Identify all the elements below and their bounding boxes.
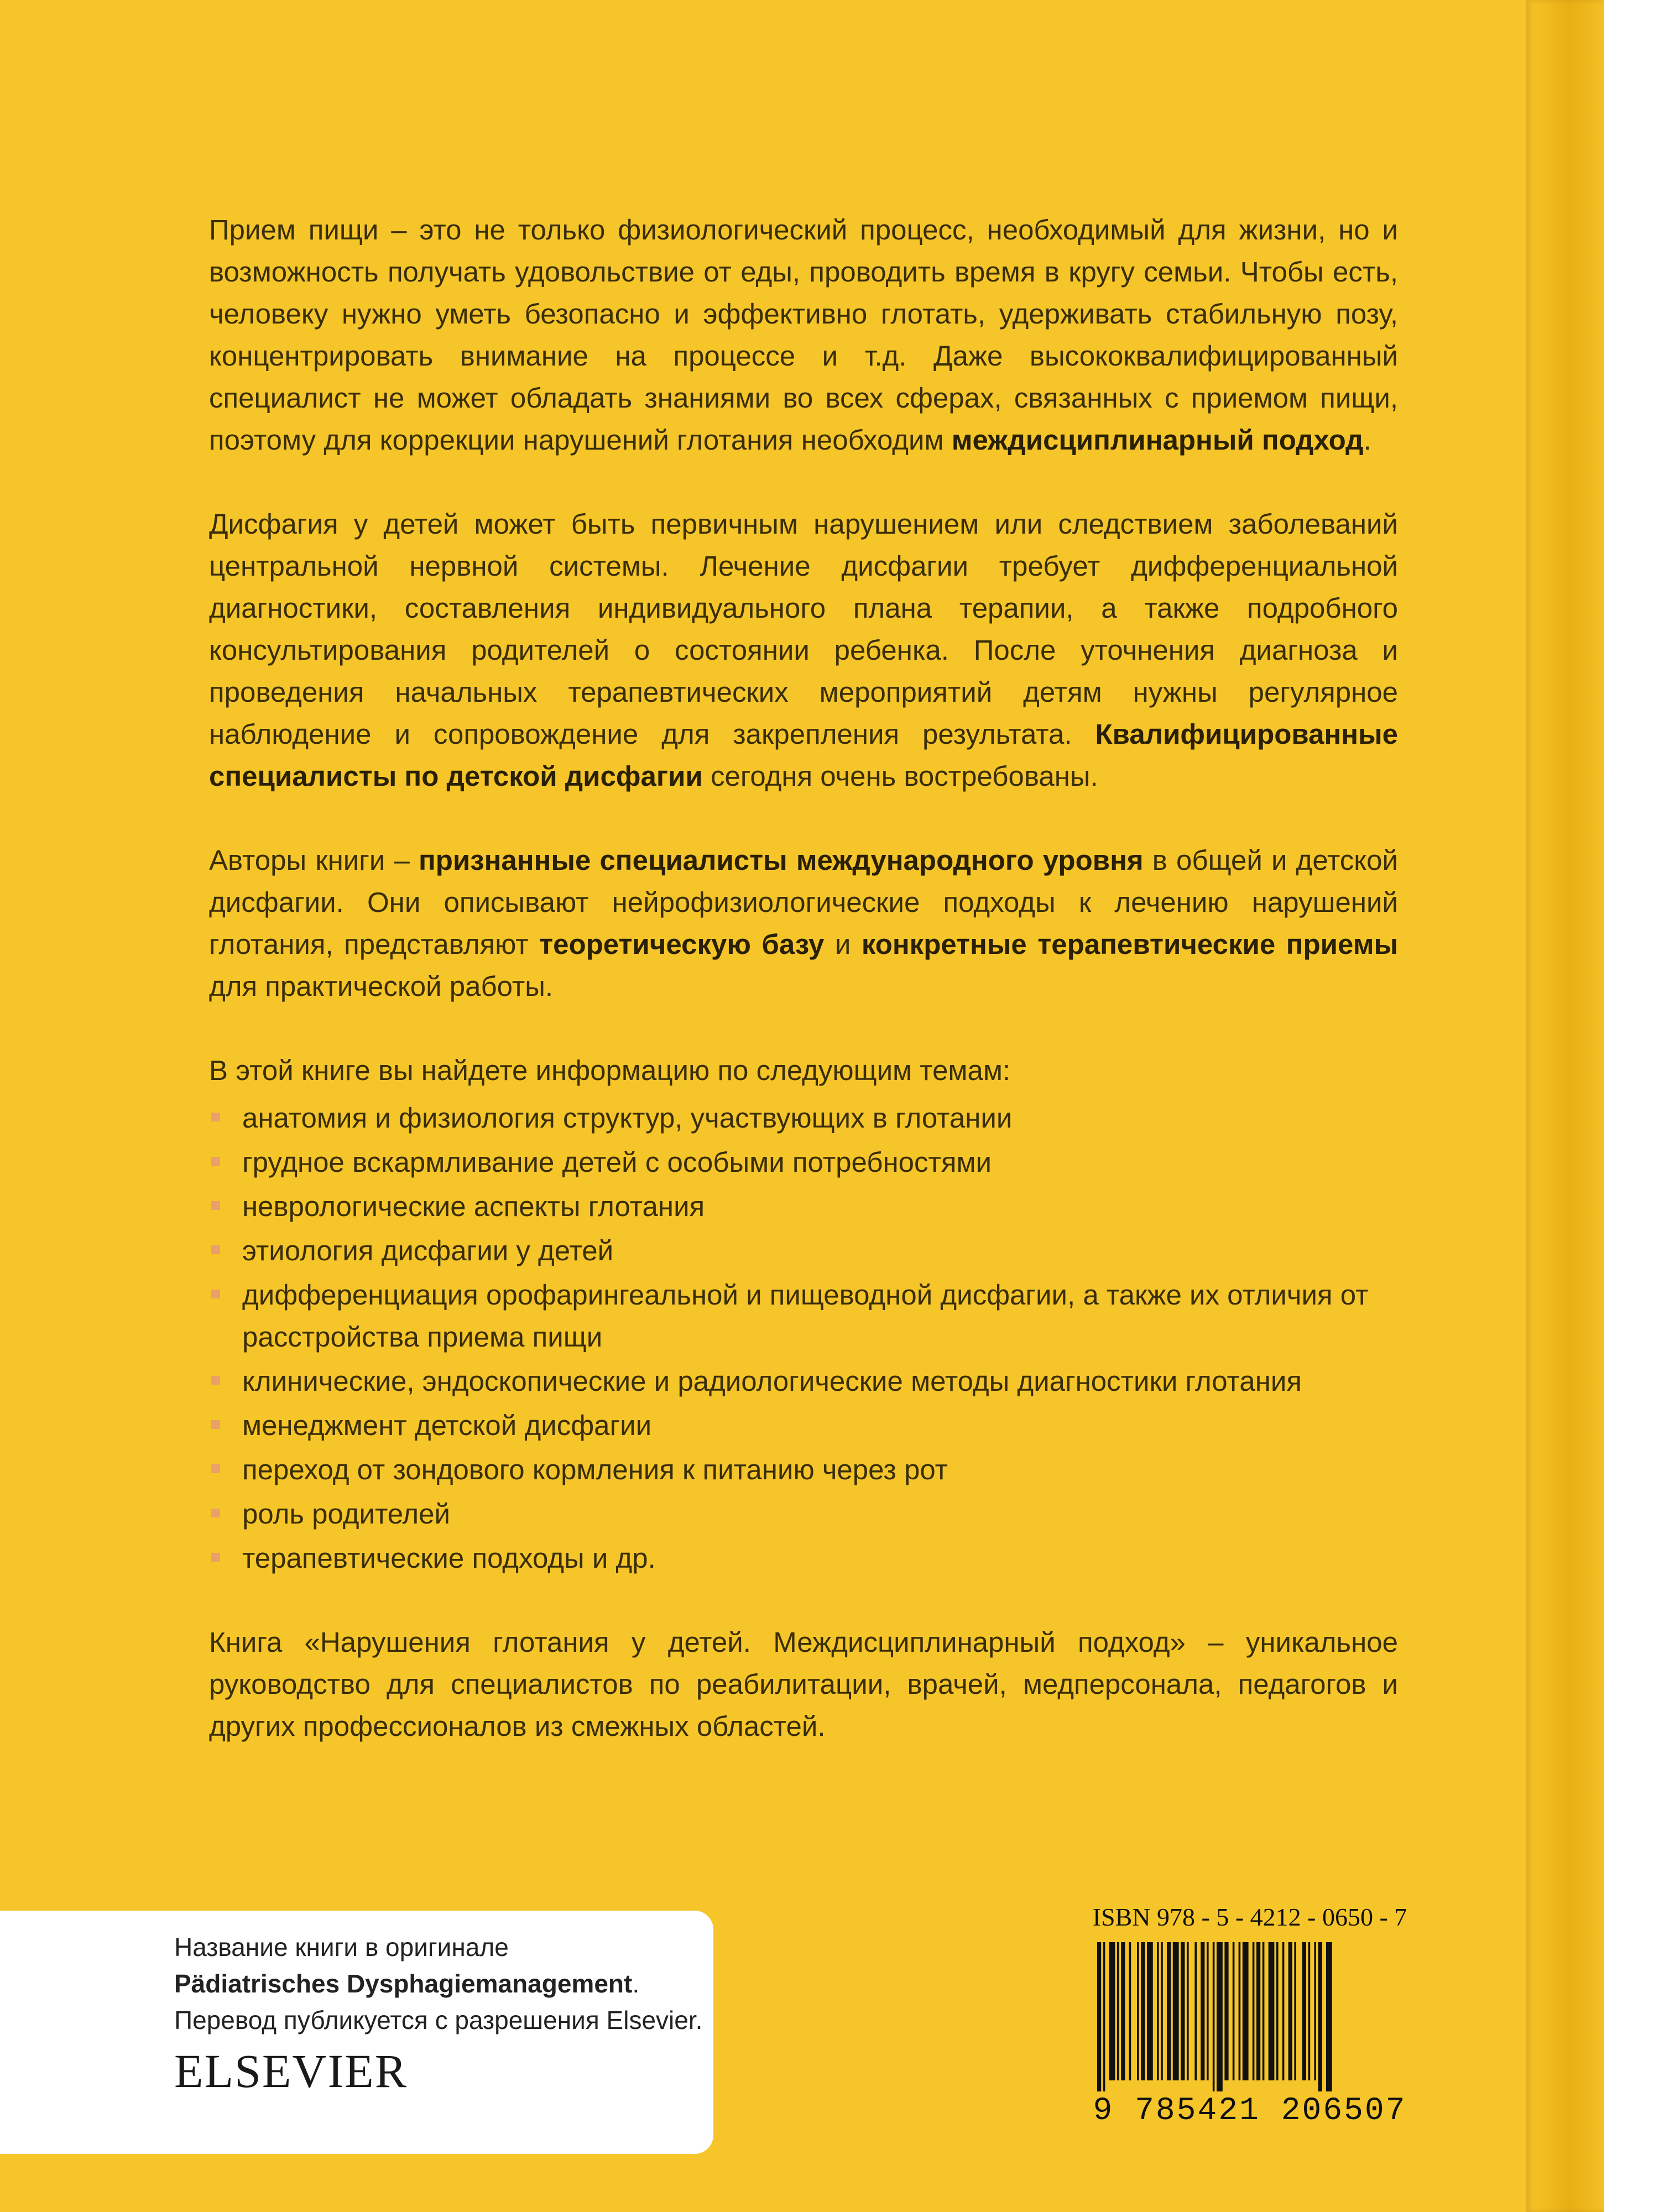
- original-title-text: [174, 1929, 705, 2038]
- list-item: клинические, эндоскопические и радиологические методы диагностики глотания: [209, 1360, 1398, 1402]
- topics-intro: В этой книге вы найдете информацию по следующим темам:: [209, 1055, 1011, 1086]
- square-bullet-icon: [211, 1420, 220, 1429]
- highlight-authors: признанные специалисты международного уровня: [418, 844, 1144, 876]
- list-item: переход от зондового кормления к питанию через рот: [209, 1449, 1398, 1491]
- paragraph-3: Авторы книги – признанные специалисты международного уровня в общей и детской дисфагии. Они описывают нейрофизиологические подходы к лечению нарушений глотания, представляют теоретическую базу и конкретные терапевтические приемы для практической работы.: [209, 844, 1399, 1002]
- paragraph-4: Книга «Нарушения глотания у детей. Междисциплинарный подход» – уникальное руководство для специалистов по реабилитации, врачей, медперсонала, педагогов и других профессионалов из смежных областей.: [209, 1626, 1398, 1742]
- highlight-interdisciplinary: междисциплинарный подход: [951, 424, 1364, 456]
- square-bullet-icon: [211, 1464, 220, 1473]
- square-bullet-icon: [211, 1553, 220, 1562]
- square-bullet-icon: [211, 1509, 220, 1517]
- list-item: грудное вскармливание детей с особыми потребностями: [209, 1141, 1398, 1183]
- topics-list: [209, 1097, 1398, 1579]
- isbn-number: ISBN 978 - 5 - 4212 - 0650 - 7: [1092, 1903, 1407, 1931]
- list-item: менеджмент детской дисфагии: [209, 1405, 1398, 1447]
- cover-text: [209, 209, 1398, 1790]
- highlight-theory: теоретическую базу: [539, 928, 825, 960]
- list-item: терапевтические подходы и др.: [209, 1537, 1398, 1579]
- barcode-digits: 9 785421 206507: [1093, 2093, 1407, 2129]
- highlight-techniques: конкретные терапевтические приемы: [861, 928, 1399, 960]
- square-bullet-icon: [211, 1290, 220, 1298]
- list-item: анатомия и физиология структур, участвующих в глотании: [209, 1097, 1398, 1139]
- list-item: неврологические аспекты глотания: [209, 1186, 1398, 1228]
- square-bullet-icon: [211, 1201, 220, 1210]
- label-line-1: Название книги в оригинале: [174, 1933, 509, 1961]
- book-spine: [1526, 0, 1604, 2212]
- highlight-specialists: Квалифицированные специалисты по детской дисфагии: [209, 718, 1398, 792]
- original-title: Pädiatrisches Dysphagiemanagement: [174, 1969, 633, 1998]
- square-bullet-icon: [211, 1113, 220, 1121]
- list-item: роль родителей: [209, 1493, 1398, 1535]
- isbn-barcode-block: [1084, 1902, 1416, 2140]
- paragraph-1: Прием пищи – это не только физиологический процесс, необходимый для жизни, но и возможность получать удовольствие от еды, проводить время в кругу семьи. Чтобы есть, человеку нужно уметь безопасно и эффективно глотать, удерживать стабильную позу, концентрировать внимание на процессе и т.д. Даже высококвалифицированный специалист не может обладать знаниями во всех сферах, связанных с приемом пищи, поэтому для коррекции нарушений глотания необходим междисциплинарный подход.: [209, 214, 1398, 456]
- list-item: дифференциация орофарингеальной и пищеводной дисфагии, а также их отличия от расстройства приема пищи: [209, 1274, 1398, 1358]
- barcode-icon: [1097, 1942, 1402, 2091]
- square-bullet-icon: [211, 1245, 220, 1254]
- square-bullet-icon: [211, 1157, 220, 1166]
- label-line-3: Перевод публикуется с разрешения Elsevier.: [174, 2006, 703, 2034]
- square-bullet-icon: [211, 1376, 220, 1385]
- elsevier-logo: ELSEVIER: [174, 2044, 408, 2098]
- list-item: этиология дисфагии у детей: [209, 1230, 1398, 1272]
- paragraph-2: Дисфагия у детей может быть первичным нарушением или следствием заболеваний центральной нервной системы. Лечение дисфагии требует дифференциальной диагностики, составления индивидуального плана терапии, а также подробного консультирования родителей о состоянии ребенка. После уточнения диагноза и проведения начальных терапевтических мероприятий детям нужны регулярное наблюдение и сопровождение для закрепления результата. Квалифицированные специалисты по детской дисфагии сегодня очень востребованы.: [209, 508, 1398, 792]
- label-line-2: Pädiatrisches Dysphagiemanagement.: [174, 1969, 640, 1998]
